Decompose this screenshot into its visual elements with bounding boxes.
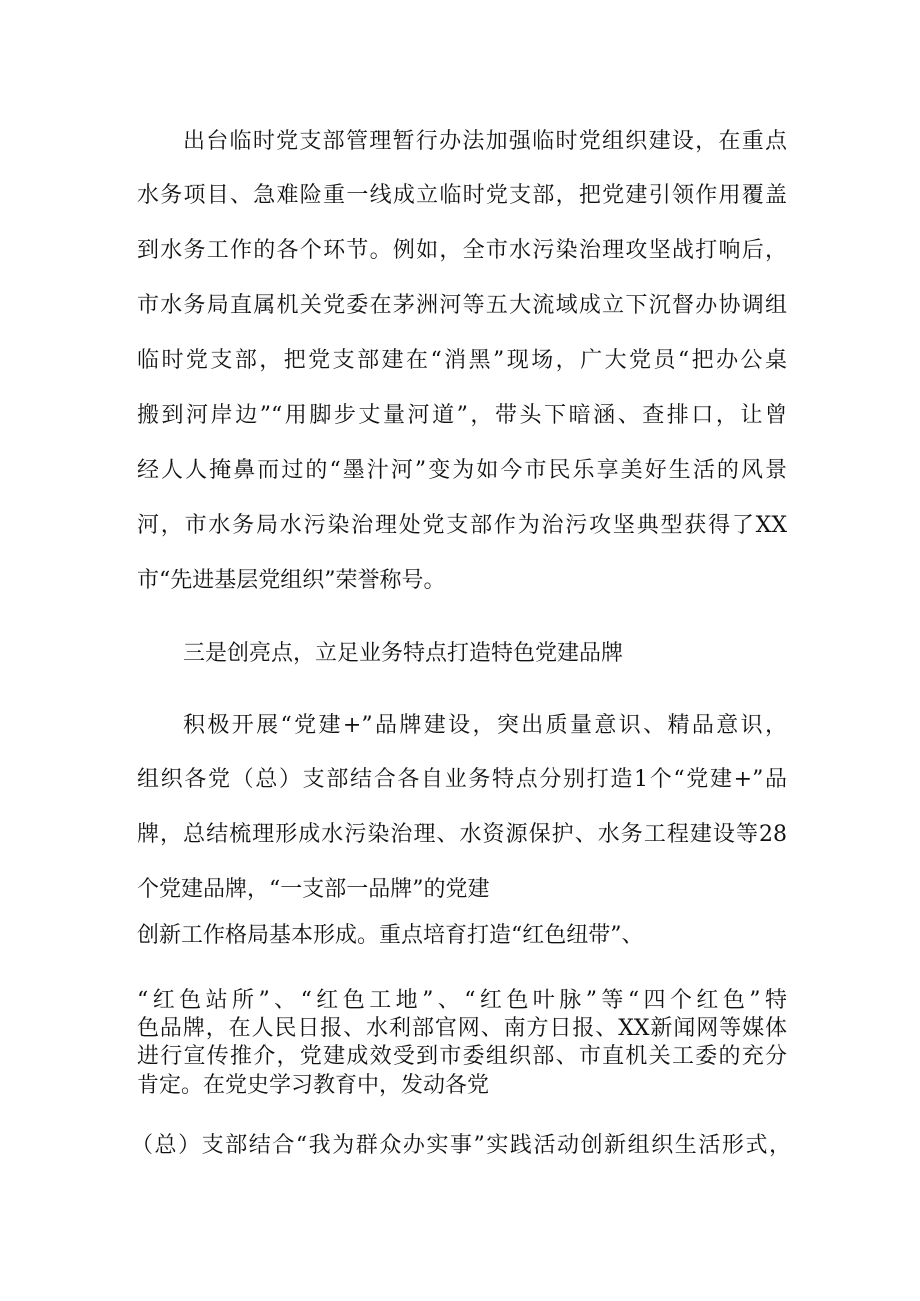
paragraph-line: 出台临时党支部管理暂行办法加强临时党组织建设，在重点 <box>183 129 787 154</box>
paragraph-line: 市“先进基层党组织”荣誉称号。 <box>137 568 446 593</box>
paragraph-line: 搬到河岸边”“用脚步丈量河道”，带头下暗涵、查排口，让曾 <box>137 403 787 428</box>
paragraph-line: 市水务局直属机关党委在茅洲河等五大流域成立下沉督办协调组 <box>137 293 787 318</box>
paragraph-line: 积极开展“党建+”品牌建设，突出质量意识、精品意识， <box>183 713 787 738</box>
section-heading: 三是创亮点，立足业务特点打造特色党建品牌 <box>183 641 624 666</box>
paragraph-line: 牌，总结梳理形成水污染治理、水资源保护、水务工程建设等28 <box>137 822 787 847</box>
paragraph-line: 组织各党（总）支部结合各自业务特点分别打造1个“党建+”品 <box>137 767 787 792</box>
paragraph-line: 水务项目、急难险重一线成立临时党支部，把党建引领作用覆盖 <box>137 183 787 208</box>
paragraph-line: 创新工作格局基本形成。重点培育打造“红色纽带”、 <box>137 923 644 948</box>
paragraph-line: 个党建品牌，“一支部一品牌”的党建 <box>137 877 490 902</box>
paragraph-line: 临时党支部，把党支部建在“消黑”现场，广大党员“把办公桌 <box>137 348 787 373</box>
paragraph-line: 色品牌，在人民日报、水利部官网、南方日报、XX新闻网等媒体 <box>137 1016 787 1041</box>
paragraph-line: （总）支部结合“我为群众办实事”实践活动创新组织生活形式， <box>131 1133 791 1158</box>
paragraph-line: 经人人掩鼻而过的“墨汁河”变为如今市民乐享美好生活的风景 <box>137 458 787 483</box>
paragraph-line: 到水务工作的各个环节。例如，全市水污染治理攻坚战打响后， <box>137 238 787 263</box>
paragraph-line: 肯定。在党史学习教育中，发动各党 <box>137 1073 490 1098</box>
paragraph-line: 河，市水务局水污染治理处党支部作为治污攻坚典型获得了XX <box>137 513 787 538</box>
paragraph-line: 进行宣传推介，党建成效受到市委组织部、市直机关工委的充分 <box>137 1044 787 1069</box>
paragraph-line: “红色站所”、“红色工地”、“红色叶脉”等“四个红色”特 <box>137 988 787 1013</box>
